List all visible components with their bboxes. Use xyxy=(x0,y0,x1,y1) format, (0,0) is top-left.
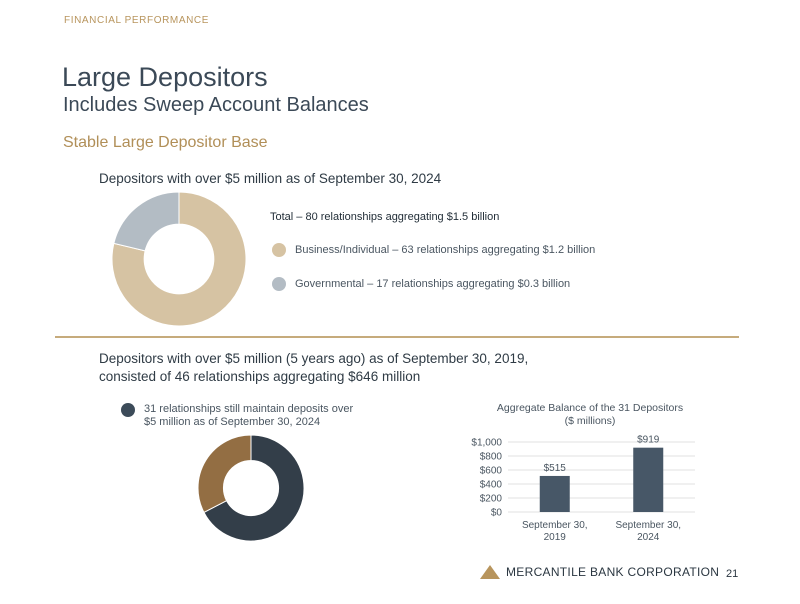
legend-business-label: Business/Individual – 63 relationships aggregating $1.2 billion xyxy=(295,244,596,256)
retained-label-line2: $5 million as of September 30, 2024 xyxy=(144,416,321,428)
legend-governmental xyxy=(272,277,570,291)
y-tick-label: $200 xyxy=(479,493,502,505)
page-title: Large Depositors xyxy=(62,62,268,92)
x-category-label: September 30, xyxy=(615,520,682,531)
current-depositors-heading: Depositors with over $5 million as of September 30, 2024 xyxy=(99,171,442,186)
tagline: Stable Large Depositor Base xyxy=(63,134,268,151)
donut-slice-governmental xyxy=(114,192,179,251)
current-depositors-donut xyxy=(111,191,247,327)
retained-label xyxy=(144,403,353,429)
mercantile-logo-icon xyxy=(480,565,500,579)
chart-title-line1: Aggregate Balance of the 31 Depositors xyxy=(496,402,684,414)
past-depositors-heading xyxy=(99,350,528,386)
y-tick-label: $600 xyxy=(479,465,502,477)
y-tick-label: $800 xyxy=(479,451,502,463)
chart-title-line2: ($ millions) xyxy=(564,415,616,427)
section-divider xyxy=(55,336,739,338)
y-tick-label: $0 xyxy=(490,507,502,519)
legend-business-individual xyxy=(272,243,595,257)
past-depositors-donut xyxy=(197,434,305,542)
x-category-label: 2019 xyxy=(543,532,566,543)
company-name: MERCANTILE BANK CORPORATION xyxy=(506,565,720,579)
total-relationships: Total – 80 relationships aggregating $1.5 billion xyxy=(270,211,500,223)
y-tick-label: $1,000 xyxy=(471,437,502,449)
governmental-swatch xyxy=(272,277,286,291)
business-swatch xyxy=(272,243,286,257)
x-category-label: 2024 xyxy=(637,532,660,543)
page-number: 21 xyxy=(726,568,739,580)
x-category-label: September 30, xyxy=(521,520,588,531)
bar-value-label: $515 xyxy=(543,462,566,474)
retained-swatch xyxy=(121,403,135,417)
legend-retained-relationships xyxy=(121,403,353,429)
y-tick-label: $400 xyxy=(479,479,502,491)
section-label: FINANCIAL PERFORMANCE xyxy=(64,15,210,26)
retained-label-line1: 31 relationships still maintain deposits over xyxy=(144,403,354,415)
chart-title xyxy=(470,402,710,428)
aggregate-balance-chart xyxy=(430,430,710,550)
past-heading-line1: Depositors with over $5 million (5 years ago) as of September 30, 2019, xyxy=(99,351,529,366)
bar-value-label: $919 xyxy=(637,434,660,446)
page-subtitle: Includes Sweep Account Balances xyxy=(63,94,369,116)
past-heading-line2: consisted of 46 relationships aggregating $646 million xyxy=(99,369,421,384)
bar xyxy=(633,448,663,512)
donut-slice-other xyxy=(198,435,251,512)
footer-brand xyxy=(480,565,719,579)
legend-governmental-label: Governmental – 17 relationships aggregating $0.3 billion xyxy=(295,278,571,290)
bar xyxy=(540,476,570,512)
